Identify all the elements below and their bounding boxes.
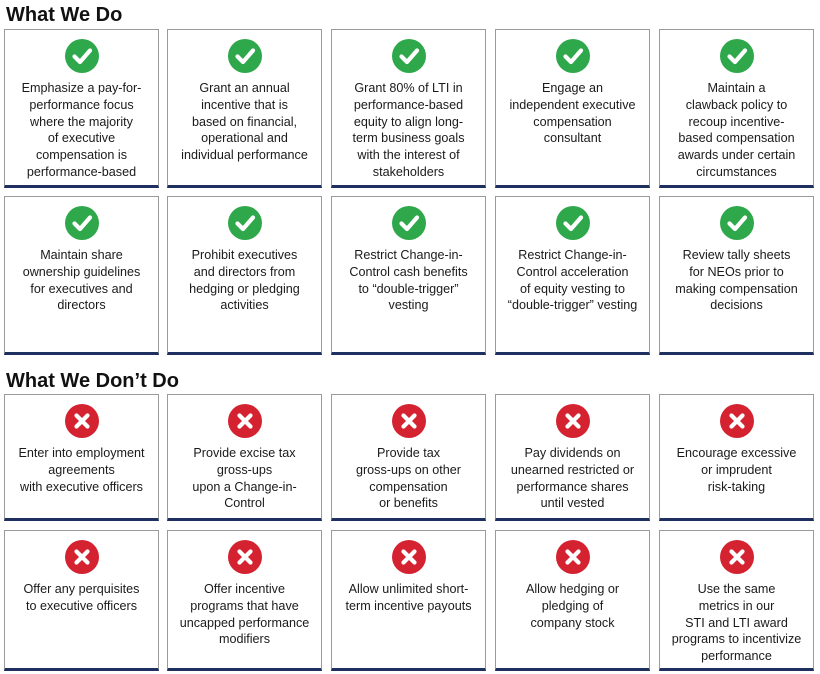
- dont-card: [167, 530, 322, 671]
- check-icon: [392, 39, 426, 73]
- do-card: [659, 196, 814, 355]
- check-icon: [556, 39, 590, 73]
- do-card-text: Prohibit executives and directors from hedging or pledging activities: [189, 248, 300, 313]
- do-card: [495, 196, 650, 355]
- do-card-text: Grant 80% of LTI in performance-based equity to align long- term business goals with the interest of stakeholders: [352, 81, 465, 179]
- dont-card: [331, 530, 486, 671]
- dont-card: [167, 394, 322, 521]
- x-icon: [228, 404, 262, 438]
- dont-card-text: Enter into employment agreements with executive officers: [18, 446, 145, 494]
- dont-card: [659, 394, 814, 521]
- check-icon: [228, 39, 262, 73]
- x-icon: [228, 540, 262, 574]
- what-we-dont-do-title: What We Don’t Do: [6, 370, 179, 392]
- x-icon: [392, 540, 426, 574]
- do-card-text: Restrict Change-in- Control acceleration of equity vesting to “double-trigger” vesting: [507, 248, 638, 313]
- check-icon: [65, 206, 99, 240]
- do-card-text: Restrict Change-in- Control cash benefits to “double-trigger” vesting: [349, 248, 468, 313]
- do-card: [4, 29, 159, 188]
- what-we-do-title: What We Do: [6, 4, 123, 26]
- dont-card-text: Provide tax gross-ups on other compensation or benefits: [355, 446, 461, 511]
- dont-card: [495, 530, 650, 671]
- x-icon: [720, 404, 754, 438]
- check-icon: [720, 39, 754, 73]
- dont-card: [659, 530, 814, 671]
- do-card: [331, 196, 486, 355]
- do-card: [495, 29, 650, 188]
- do-card-text: Emphasize a pay-for- performance focus where the majority of executive compensation is performance-based: [21, 81, 142, 179]
- dont-card-text: Offer any perquisites to executive officers: [23, 582, 140, 613]
- do-card-text: Maintain a clawback policy to recoup incentive- based compensation awards under certain circumstances: [677, 81, 796, 179]
- do-card: [167, 196, 322, 355]
- do-card: [331, 29, 486, 188]
- dont-card-text: Allow unlimited short- term incentive payouts: [345, 582, 472, 613]
- dont-card: [4, 394, 159, 521]
- dont-card-text: Pay dividends on unearned restricted or performance shares until vested: [510, 446, 635, 511]
- x-icon: [65, 540, 99, 574]
- x-icon: [392, 404, 426, 438]
- check-icon: [720, 206, 754, 240]
- do-card-text: Grant an annual incentive that is based on financial, operational and individual performance: [181, 81, 308, 163]
- dont-card-text: Allow hedging or pledging of company stock: [525, 582, 620, 630]
- x-icon: [556, 540, 590, 574]
- dont-card-text: Encourage excessive or imprudent risk-taking: [676, 446, 797, 494]
- do-card: [167, 29, 322, 188]
- check-icon: [392, 206, 426, 240]
- x-icon: [65, 404, 99, 438]
- check-icon: [65, 39, 99, 73]
- check-icon: [228, 206, 262, 240]
- do-card: [659, 29, 814, 188]
- dont-card: [4, 530, 159, 671]
- do-card: [4, 196, 159, 355]
- dont-card-text: Offer incentive programs that have uncapped performance modifiers: [179, 582, 310, 647]
- do-card-text: Engage an independent executive compensation consultant: [509, 81, 636, 146]
- check-icon: [556, 206, 590, 240]
- dont-card: [495, 394, 650, 521]
- x-icon: [720, 540, 754, 574]
- dont-card-text: Provide excise tax gross-ups upon a Change-in- Control: [192, 446, 297, 511]
- x-icon: [556, 404, 590, 438]
- do-card-text: Maintain share ownership guidelines for executives and directors: [22, 248, 141, 313]
- dont-card-text: Use the same metrics in our STI and LTI award programs to incentivize performance: [671, 582, 802, 664]
- dont-card: [331, 394, 486, 521]
- do-card-text: Review tally sheets for NEOs prior to making compensation decisions: [675, 248, 798, 313]
